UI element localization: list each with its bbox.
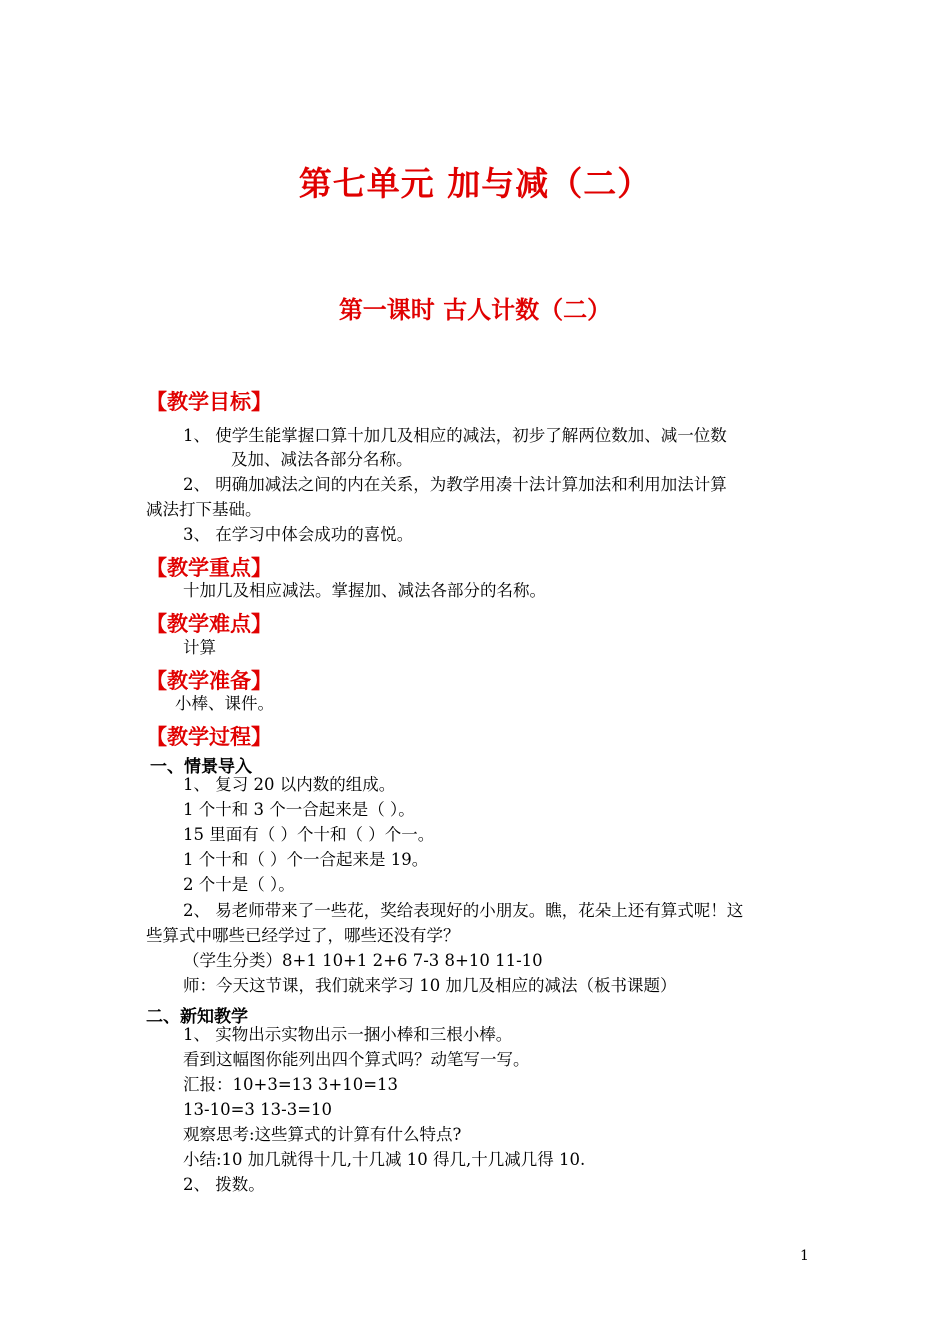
key-points-text: 十加几及相应减法。掌握加、减法各部分的名称。 — [183, 581, 546, 600]
preparation-text: 小棒、课件。 — [175, 694, 274, 713]
new-line-2: 看到这幅图你能列出四个算式吗？动笔写一写。 — [183, 1050, 530, 1069]
difficulties-text: 计算 — [183, 638, 216, 657]
part-1-title: 一、情景导入 — [150, 757, 252, 777]
process-line-2: 1 个十和 3 个一合起来是（ ）。 — [183, 800, 415, 819]
new-line-1: 1、 实物出示实物出示一捆小棒和三根小棒。 — [183, 1025, 513, 1044]
section-teaching-process: 【教学过程】 — [146, 725, 272, 749]
part-2-title: 二、新知教学 — [146, 1007, 248, 1027]
new-line-5: 观察思考:这些算式的计算有什么特点? — [183, 1125, 462, 1144]
new-line-7: 2、 拨数。 — [183, 1175, 265, 1194]
page-number: 1 — [800, 1248, 809, 1264]
lesson-subtitle: 第一课时 古人计数（二） — [338, 296, 612, 324]
goal-1-line-2: 及加、减法各部分名称。 — [231, 450, 413, 469]
process-line-3: 15 里面有（ ）个十和（ ）个一。 — [183, 825, 435, 844]
process-line-6b: 些算式中哪些已经学过了，哪些还没有学？ — [146, 926, 460, 945]
process-line-1: 1、 复习 20 以内数的组成。 — [183, 775, 396, 794]
process-line-8: 师：今天这节课，我们就来学习 10 加几及相应的减法（板书课题） — [183, 976, 677, 995]
goal-2-line-1: 2、 明确加减法之间的内在关系，为教学用凑十法计算加法和利用加法计算 — [183, 475, 727, 494]
process-line-7: （学生分类）8+1 10+1 2+6 7-3 8+10 11-10 — [183, 951, 543, 970]
section-key-points: 【教学重点】 — [146, 556, 272, 580]
goal-1-line-1: 1、 使学生能掌握口算十加几及相应的减法，初步了解两位数加、减一位数 — [183, 426, 727, 445]
goal-3: 3、 在学习中体会成功的喜悦。 — [183, 525, 414, 544]
new-line-6: 小结:10 加几就得十几,十几减 10 得几,十几减几得 10. — [183, 1150, 586, 1169]
section-preparation: 【教学准备】 — [146, 669, 272, 693]
section-teaching-goals: 【教学目标】 — [146, 390, 272, 414]
new-line-3: 汇报：10+3=13 3+10=13 — [183, 1075, 399, 1094]
new-line-4: 13-10=3 13-3=10 — [183, 1100, 333, 1119]
process-line-6a: 2、 易老师带来了一些花，奖给表现好的小朋友。瞧，花朵上还有算式呢！这 — [183, 901, 744, 920]
process-line-4: 1 个十和（ ）个一合起来是 19。 — [183, 850, 429, 869]
goal-2-line-2: 减法打下基础。 — [146, 500, 262, 519]
process-line-5: 2 个十是（ ）。 — [183, 875, 295, 894]
section-difficulties: 【教学难点】 — [146, 612, 272, 636]
main-title: 第七单元 加与减（二） — [298, 164, 652, 203]
